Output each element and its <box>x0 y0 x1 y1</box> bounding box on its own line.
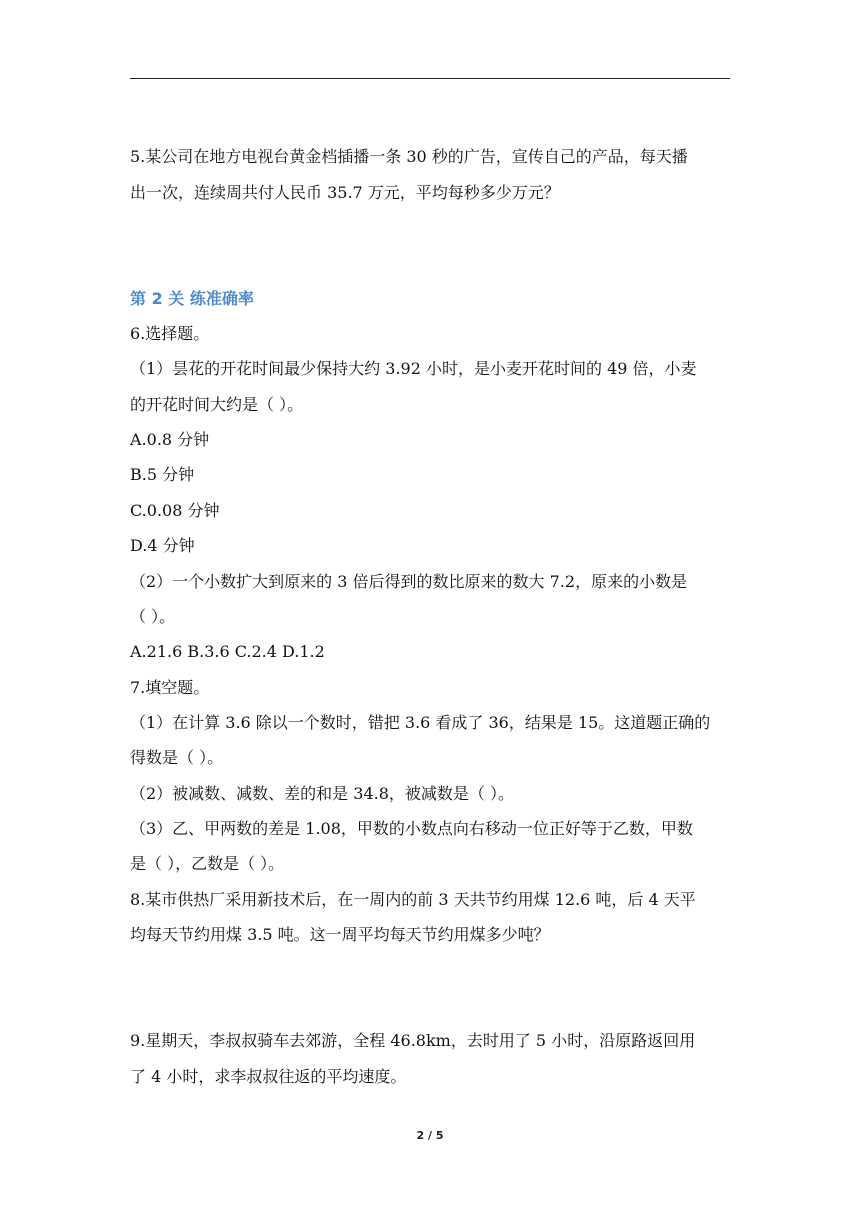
q6-sub1-option-d: D.4 分钟 <box>130 536 195 555</box>
q6-sub1-line-1: （1）昙花的开花时间最少保持大约 3.92 小时，是小麦开花时间的 49 倍，小麦 <box>130 359 697 378</box>
q8-line-1: 8.某市供热厂采用新技术后，在一周内的前 3 天共节约用煤 12.6 吨，后 4 天平 <box>130 890 696 909</box>
q8-line-2: 均每天节约用煤 3.5 吨。这一周平均每天节约用煤多少吨？ <box>130 925 550 944</box>
q7-sub1-line-2: 得数是（ ）。 <box>130 748 224 767</box>
q5-line-1: 5.某公司在地方电视台黄金档插播一条 30 秒的广告，宣传自己的产品，每天播 <box>130 147 688 166</box>
page-number: 2 / 5 <box>416 1129 444 1142</box>
q6-sub1-option-c: C.0.08 分钟 <box>130 501 220 520</box>
section-title: 第 2 关 练准确率 <box>130 289 254 308</box>
q6-sub1-option-b: B.5 分钟 <box>130 465 195 484</box>
q5-line-2: 出一次，连续周共付人民币 35.7 万元，平均每秒多少万元？ <box>130 183 560 202</box>
q7-heading: 7.填空题。 <box>130 678 210 697</box>
q6-heading: 6.选择题。 <box>130 324 210 343</box>
q6-sub2-line-2: （ ）。 <box>130 607 176 626</box>
q9-line-1: 9.星期天，李叔叔骑车去郊游，全程 46.8km，去时用了 5 小时，沿原路返回用 <box>130 1031 696 1050</box>
q7-sub2-line-1: （2）被减数、减数、差的和是 34.8，被减数是（ ）。 <box>130 784 514 803</box>
q7-sub1-line-1: （1）在计算 3.6 除以一个数时，错把 3.6 看成了 36，结果是 15。这道题正确的 <box>130 713 711 732</box>
q6-sub1-line-2: 的开花时间大约是（ ）。 <box>130 395 304 414</box>
q6-sub2-options: A.21.6 B.3.6 C.2.4 D.1.2 <box>130 642 325 661</box>
q7-sub3-line-1: （3）乙、甲两数的差是 1.08，甲数的小数点向右移动一位正好等于乙数，甲数 <box>130 819 693 838</box>
q9-line-2: 了 4 小时，求李叔叔往返的平均速度。 <box>130 1067 407 1086</box>
q6-sub2-line-1: （2）一个小数扩大到原来的 3 倍后得到的数比原来的数大 7.2，原来的小数是 <box>130 572 688 591</box>
q6-sub1-option-a: A.0.8 分钟 <box>130 430 210 449</box>
header-rule <box>130 78 730 79</box>
q7-sub3-line-2: 是（ ），乙数是（ ）。 <box>130 854 285 873</box>
